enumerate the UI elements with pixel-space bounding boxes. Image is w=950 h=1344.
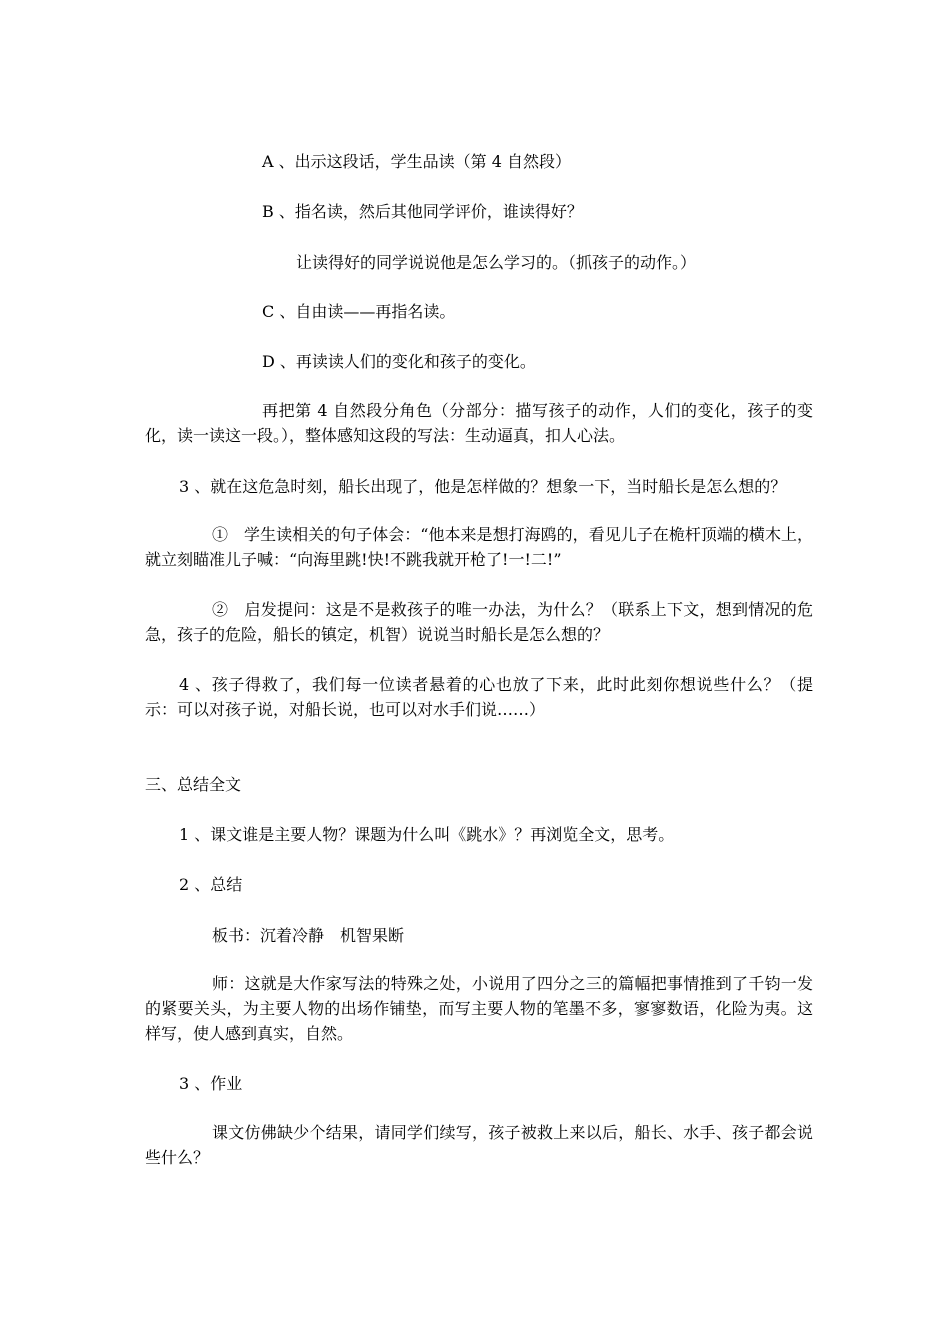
list-item-b: B 、指名读，然后其他同学评价，谁读得好？: [262, 202, 583, 221]
question-3-point-2: ② 启发提问：这是不是救孩子的唯一办法，为什么？（联系上下文，想到情况的危急，孩子的危险，船长的镇定，机智）说说当时船长是怎么想的？: [145, 600, 813, 644]
list-item-c: C 、自由读——再指名读。: [262, 302, 456, 321]
list-item-b-sub: 让读得好的同学说说他是怎么学习的。（抓孩子的动作。）: [296, 253, 697, 272]
list-item-a: A 、出示这段话，学生品读（第 4 自然段）: [262, 152, 571, 171]
teacher-remarks: 师：这就是大作家写法的特殊之处，小说用了四分之三的篇幅把事情推到了千钧一发的紧要关头，为主要人物的出场作铺垫，而写主要人物的笔墨不多，寥寥数语，化险为夷。这样写，使人感到真实，自然。: [145, 974, 813, 1043]
summary-item-3: 3 、作业: [179, 1074, 243, 1093]
summary-item-2: 2 、总结: [179, 875, 243, 894]
question-4: 4 、孩子得救了，我们每一位读者悬着的心也放了下来，此时此刻你想说些什么？（提示：可以对孩子说，对船长说，也可以对水手们说……）: [145, 675, 813, 719]
blackboard-notes: 板书：沉着冷静 机智果断: [212, 926, 405, 945]
section-heading-3: 三、总结全文: [145, 775, 242, 794]
list-item-d: D 、再读读人们的变化和孩子的变化。: [262, 352, 536, 371]
homework-text: 课文仿佛缺少个结果，请同学们续写，孩子被救上来以后，船长、水手、孩子都会说些什么？: [145, 1123, 813, 1167]
question-3: 3 、就在这危急时刻，船长出现了，他是怎样做的？想象一下，当时船长是怎么想的？: [179, 477, 787, 496]
question-3-point-1: ① 学生读相关的句子体会：“他本来是想打海鸥的，看见儿子在桅杆顶端的横木上，就立刻瞄准儿子喊：“向海里跳!快!不跳我就开枪了!一!二!”: [145, 525, 813, 569]
paragraph-role-reading: 再把第 4 自然段分角色（分部分：描写孩子的动作，人们的变化，孩子的变化，读一读这一段。），整体感知这段的写法：生动逼真，扣人心法。: [145, 401, 813, 445]
summary-item-1: 1 、课文谁是主要人物？课题为什么叫《跳水》？再浏览全文，思考。: [179, 825, 675, 844]
